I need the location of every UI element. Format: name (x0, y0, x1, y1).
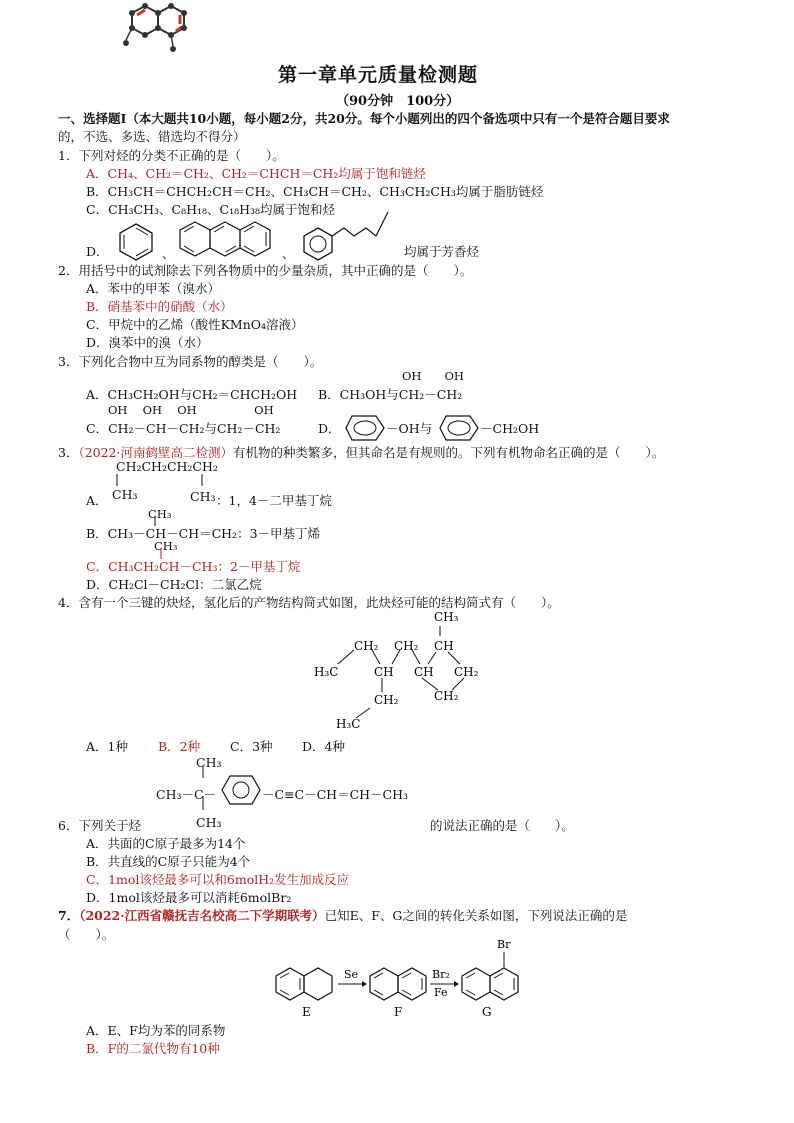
q2-option-d: D．溴苯中的溴（水） (86, 335, 209, 350)
q4-structure (310, 606, 500, 736)
q4-ch2-b: CH₂ (394, 639, 419, 653)
anthracene-structure (178, 216, 278, 262)
q1-option-b: B．CH₃CH＝CHCH₂CH＝CH₂、CH₃CH＝CH₂、CH₃CH₂CH₃均属于脂肪链烃 (86, 184, 544, 199)
q1-separator-1: 、 (162, 246, 175, 261)
label-f: F (394, 1005, 403, 1019)
q7-stem: 7．（2022·江西省赣抚吉名校高二下学期联考）已知E、F、G之间的转化关系如图，下列说法正确的是 (58, 908, 628, 923)
q3b-option-b: B．CH₃－CH－CH＝CH₂：3－甲基丁烯 (86, 526, 321, 541)
q3b-option-a-ch3b: CH₃ (190, 489, 216, 504)
phenol-ring (344, 414, 386, 442)
pentylbenzene-structure (300, 208, 400, 264)
q4-option-d: D．4种 (302, 739, 345, 754)
q4-h3c: H₃C (314, 665, 339, 679)
page-title: 第一章单元质量检测题 (278, 64, 479, 86)
section-instructions-line1: 一、选择题Ⅰ（本大题共10小题，每小题2分，共20分。每个小题列出的四个备选项中只有一个是符合题目要求 (58, 111, 670, 126)
q4-ch-a: CH (374, 665, 394, 679)
q7-reaction-scheme (270, 936, 530, 1020)
q2-option-a: A．苯中的甲苯（溴水） (86, 281, 221, 296)
label-br: Br (497, 938, 511, 951)
q3b-option-a-top: CH₂CH₂CH₂CH₂ (116, 459, 218, 474)
q6-option-c: C．1mol该烃最多可以和6molH₂发生加成反应 (86, 872, 350, 887)
q3b-stem: 3．（2022·河南鹤壁高二检测）有机物的种类繁多，但其命名是有规则的。下列有机物命名正确的是（ ）。 (58, 445, 665, 460)
q3-option-c-oh: OH OH OH OH (108, 403, 274, 417)
q7-stem-line2: （ ）。 (58, 927, 115, 942)
q2-option-b: B．硝基苯中的硝酸（水） (86, 299, 233, 314)
q3b-option-b-ch3: CH₃ (148, 507, 172, 521)
q1-option-c: C．CH₃CH₃、C₈H₁₈、C₁₈H₃₈均属于饱和烃 (86, 202, 336, 217)
q3-option-d-end: －CH₂OH (480, 421, 540, 436)
q3-option-c: C．CH₂－CH－CH₂与CH₂－CH₂ (86, 421, 281, 436)
q3b-option-a-ch3a: CH₃ (112, 487, 138, 502)
benzene-structure (114, 220, 158, 264)
q3-option-a: A．CH₃CH₂OH与CH₂＝CHCH₂OH (86, 387, 298, 402)
q7-option-b: B．F的二氯代物有10种 (86, 1041, 220, 1056)
page-subtitle: （90分钟 100分） (336, 94, 460, 109)
q6-option-b: B．共直线的C原子只能为4个 (86, 854, 251, 869)
q6-ch3-bottom: CH₃ (196, 815, 222, 830)
q7-option-a: A．E、F均为苯的同系物 (86, 1023, 226, 1038)
q4-h3c-b: H₃C (336, 717, 361, 731)
q6-stem-prefix: 6．下列关于烃 (58, 818, 141, 833)
q3-option-d-mid: －OH与 (386, 421, 433, 436)
q4-ch-b: CH (414, 665, 434, 679)
q6-stem-suffix: 的说法正确的是（ ）。 (430, 818, 574, 833)
benzyl-ring (438, 414, 480, 442)
q3b-option-a-prefix: A． (86, 493, 108, 508)
q1-stem: 1．下列对烃的分类不正确的是（ ）。 (58, 148, 285, 163)
q1-option-d-suffix: 均属于芳香烃 (404, 244, 480, 259)
q2-stem: 2．用括号中的试剂除去下列各物质中的少量杂质，其中正确的是（ ）。 (58, 263, 473, 278)
reagent-br2: Br₂ (432, 968, 450, 981)
q4-ch3-top: CH₃ (434, 610, 459, 624)
q3-option-b: B．CH₃OH与CH₂－CH₂ (318, 387, 463, 402)
q4-option-b: B．2种 (158, 739, 201, 754)
q4-stem: 4．含有一个三键的炔烃，氢化后的产物结构简式如图，此炔烃可能的结构简式有（ ）。 (58, 595, 560, 610)
q4-ch2-e: CH₂ (374, 693, 399, 707)
q1-separator-2: 、 (282, 246, 295, 261)
q6-option-a: A．共面的C原子最多为14个 (86, 836, 246, 851)
section-instructions-line2: 的，不选、多选、错选均不得分） (58, 129, 246, 144)
naphthalene-logo-icon (118, 0, 200, 56)
q6-option-d: D．1mol该烃最多可以消耗6molBr₂ (86, 890, 292, 905)
q4-ch2-d: CH₂ (434, 689, 459, 703)
q4-option-c: C．3种 (230, 739, 273, 754)
q3b-option-c-ch3: CH₃ (154, 539, 178, 553)
q6-benzene-ring (220, 774, 262, 806)
q2-option-c: C．甲烷中的乙烯（酸性KMnO₄溶液） (86, 317, 304, 332)
q3b-option-a-bonds (110, 474, 230, 488)
q3-option-b-oh: OH OH (402, 369, 464, 383)
q4-ch2-c: CH₂ (454, 665, 479, 679)
q3b-option-c: C．CH₃CH₂CH－CH₃：2－甲基丁烷 (86, 559, 301, 574)
q3-stem: 3．下列化合物中互为同系物的醇类是（ ）。 (58, 354, 323, 369)
q1-option-a: A．CH₄、CH₂＝CH₂、CH₂＝CHCH＝CH₂均属于饱和链烃 (86, 166, 426, 181)
q6-ch3-left: CH₃－C－ (156, 787, 217, 802)
q4-ch-top: CH (434, 639, 454, 653)
q3b-option-a-name: ：1，4－二甲基丁烷 (216, 493, 332, 508)
label-g: G (482, 1005, 492, 1019)
label-e: E (302, 1005, 311, 1019)
q6-ch3-top: CH₃ (196, 755, 222, 770)
q3-option-d-prefix: D． (318, 421, 341, 436)
reagent-se: Se (344, 968, 359, 981)
reagent-fe: Fe (434, 986, 448, 999)
q3b-option-d: D．CH₂Cl－CH₂Cl：二氯乙烷 (86, 577, 262, 592)
q4-ch2-a: CH₂ (354, 639, 379, 653)
q4-option-a: A．1种 (86, 739, 128, 754)
q6-chain: －C≡C－CH＝CH－CH₃ (262, 787, 409, 802)
q1-option-d-prefix: D． (86, 244, 109, 259)
